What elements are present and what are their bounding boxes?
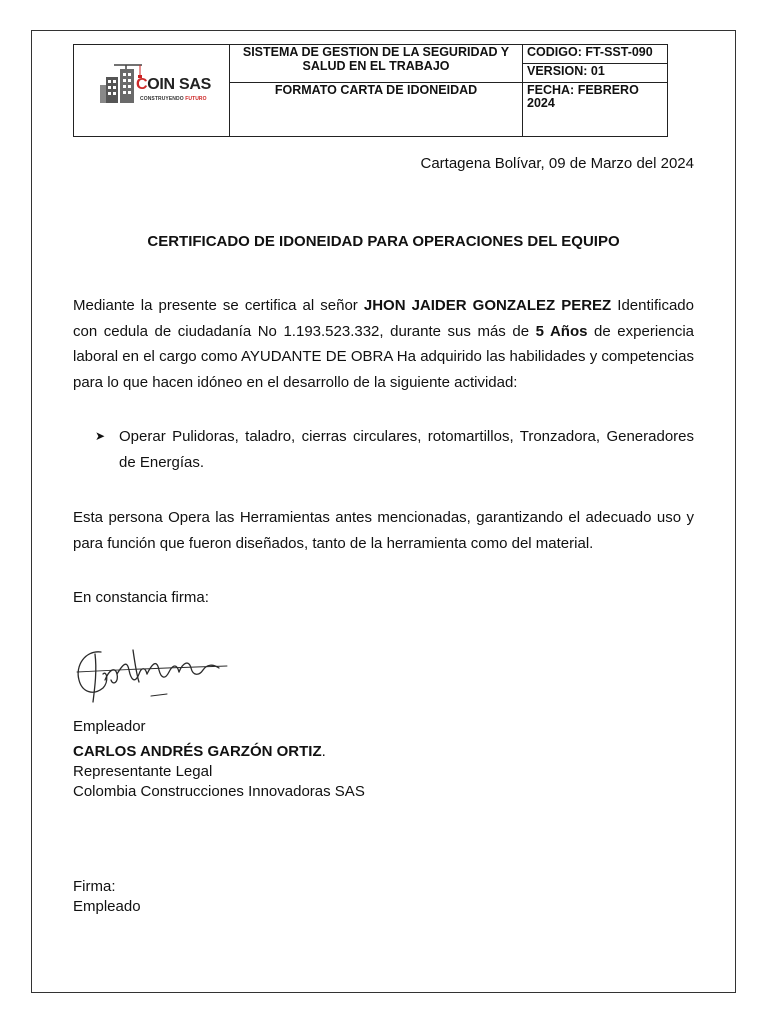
document-header	[73, 44, 668, 137]
employer-signature	[73, 640, 233, 712]
format-title: FORMATO CARTA DE IDONEIDAD	[230, 83, 523, 137]
logo-name: COIN SAS	[136, 76, 211, 93]
employee-label: Empleado	[73, 898, 141, 915]
document-version: VERSION: 01	[523, 64, 668, 83]
document-date: FECHA: FEBRERO 2024	[523, 83, 668, 137]
activity-list-item	[95, 424, 694, 475]
logo-cell	[74, 45, 230, 137]
certificate-heading: CERTIFICADO DE IDONEIDAD PARA OPERACIONES DEL EQUIPO	[147, 233, 620, 250]
document-code: CODIGO: FT-SST-090	[523, 45, 668, 64]
signer-title: Representante Legal	[73, 763, 213, 780]
years-experience: 5 Años	[535, 322, 588, 340]
system-title: SISTEMA DE GESTION DE LA SEGURIDAD Y SALUD EN EL TRABAJO	[230, 45, 523, 83]
logo-tagline: CONSTRUYENDO FUTURO	[140, 96, 207, 102]
certified-person-name: JHON JAIDER GONZALEZ PEREZ	[363, 297, 612, 314]
place-date: Cartagena Bolívar, 09 de Marzo del 2024	[420, 155, 694, 172]
signer-name: CARLOS ANDRÉS GARZÓN ORTIZ.	[73, 743, 326, 760]
constancy-text: En constancia firma:	[73, 589, 209, 606]
certification-paragraph: Mediante la presente se certifica al señor JHON JAIDER GONZALEZ PEREZ Identificado con cedula de ciudadanía No 1.193.523.332, durante sus más de 5 Años de experiencia laboral en el cargo como AYUDANTE DE OBRA Ha adquirido las habilidades y competencias para lo que hacen idóneo en el desarrollo de la siguiente actividad:	[73, 297, 695, 391]
arrow-bullet-icon: ➤	[95, 429, 106, 443]
usage-paragraph: Esta persona Opera las Herramientas antes mencionadas, garantizando el adecuado uso y para función que fueron diseñados, tanto de la herramienta como del material.	[73, 509, 694, 552]
employer-label: Empleador	[73, 718, 146, 735]
signer-company: Colombia Construcciones Innovadoras SAS	[73, 783, 365, 800]
employee-signature-label: Firma:	[73, 878, 116, 895]
activity-text: Operar Pulidoras, taladro, cierras circulares, rotomartillos, Tronzadora, Generadores de Energías.	[119, 428, 694, 471]
